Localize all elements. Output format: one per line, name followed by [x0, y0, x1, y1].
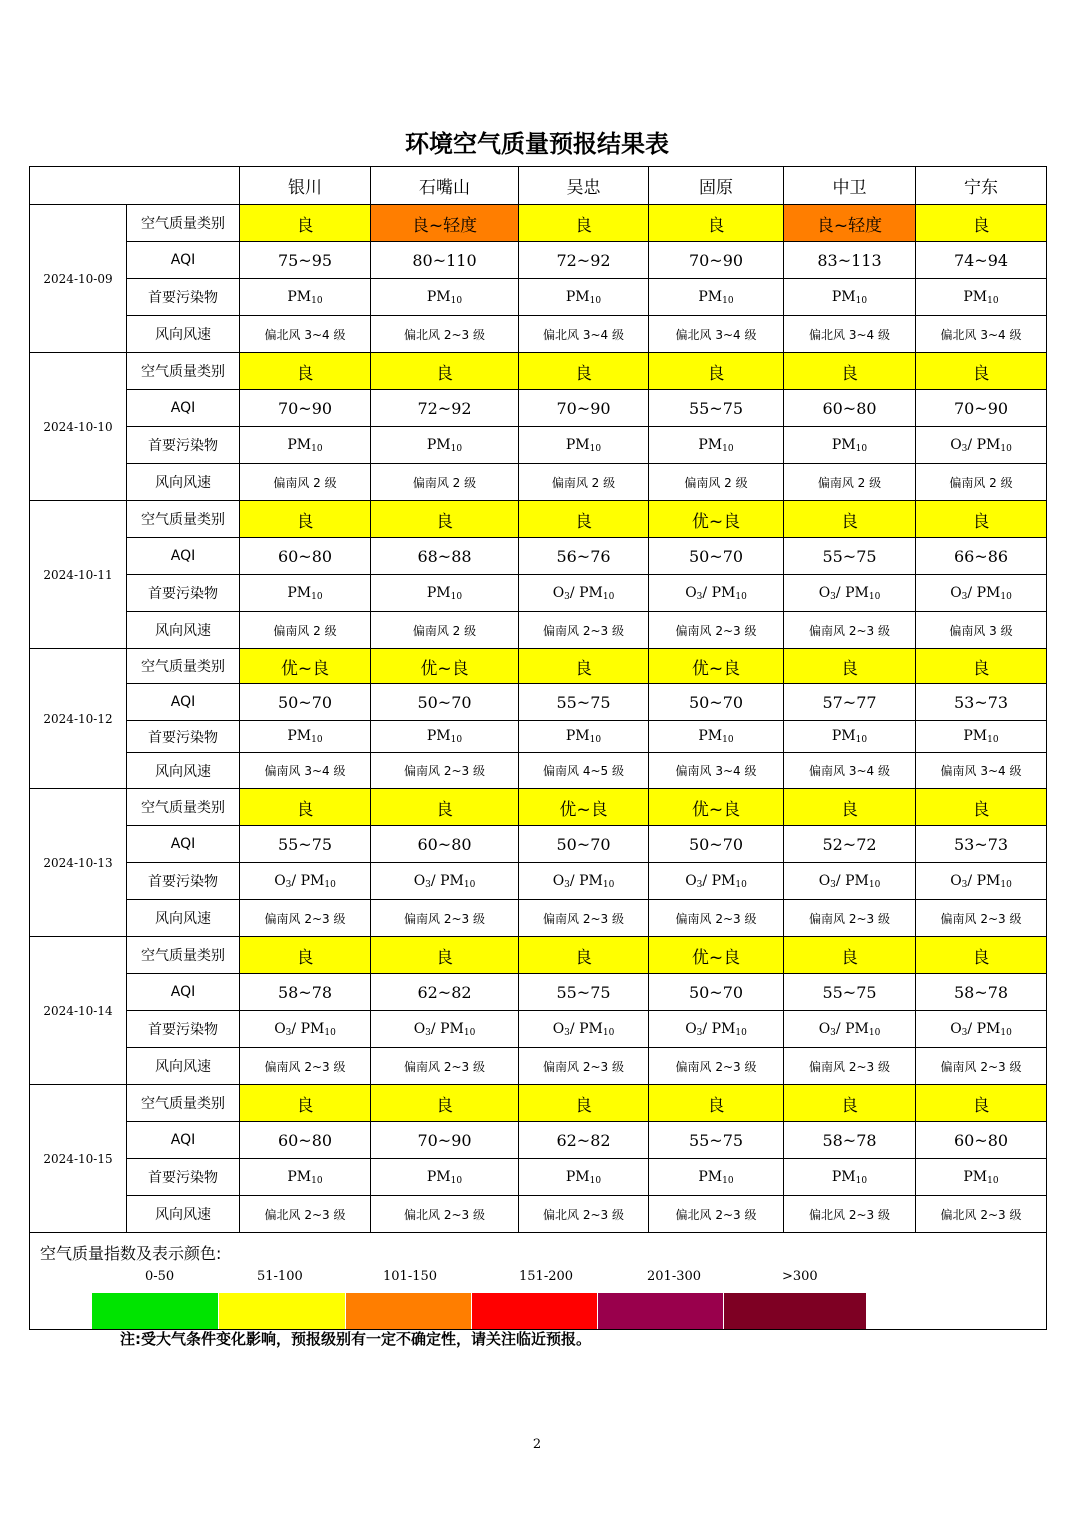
- aq-category-cell: 良: [916, 649, 1047, 684]
- day-row-aqi: [30, 684, 1047, 721]
- aq-category-cell: 良: [916, 937, 1047, 974]
- aqi-range-cell: 72~92: [519, 242, 649, 279]
- day-row-wind: [30, 900, 1047, 937]
- aq-category-cell: 良: [240, 501, 371, 538]
- header-row: [30, 167, 1047, 205]
- aqi-range-cell: 70~90: [519, 390, 649, 427]
- aqi-range-cell: 68~88: [371, 538, 519, 575]
- forecast-date: 2024-10-09: [30, 205, 127, 353]
- pollutant-cell: $PM_{10}$: [649, 279, 784, 316]
- pollutant-cell: $PM_{10}$: [916, 1159, 1047, 1196]
- pollutant-cell: $PM_{10}$: [784, 427, 916, 464]
- day-row-wind: [30, 464, 1047, 501]
- wind-cell: 偏南风 2 级: [519, 464, 649, 501]
- wind-cell: 偏南风 3 级: [916, 612, 1047, 649]
- wind-cell: 偏南风 2 级: [784, 464, 916, 501]
- row-label: 首要污染物: [127, 1159, 240, 1196]
- pollutant-cell: $O_3/$ $PM_{10}$: [916, 1011, 1047, 1048]
- wind-cell: 偏南风 2~3 级: [371, 753, 519, 789]
- legend-range-label: 0-50: [145, 1269, 175, 1284]
- aq-category-cell: 优~良: [240, 649, 371, 684]
- day-row-aqi: [30, 538, 1047, 575]
- wind-cell: 偏北风 3~4 级: [784, 316, 916, 353]
- row-label: 风向风速: [127, 1048, 240, 1085]
- row-label: AQI: [127, 538, 240, 575]
- wind-cell: 偏南风 3~4 级: [916, 753, 1047, 789]
- day-row-wind: [30, 1048, 1047, 1085]
- pollutant-cell: $PM_{10}$: [784, 1159, 916, 1196]
- pollutant-cell: $PM_{10}$: [371, 575, 519, 612]
- aq-category-cell: 良: [784, 353, 916, 390]
- row-label: 风向风速: [127, 464, 240, 501]
- day-row-wind: [30, 316, 1047, 353]
- pollutant-cell: $PM_{10}$: [519, 427, 649, 464]
- city-header: 吴忠: [519, 167, 649, 205]
- aqi-range-cell: 60~80: [240, 1122, 371, 1159]
- pollutant-cell: $PM_{10}$: [240, 575, 371, 612]
- aq-category-cell: 良: [519, 205, 649, 242]
- pollutant-cell: $PM_{10}$: [371, 279, 519, 316]
- day-row-category: [30, 937, 1047, 974]
- wind-cell: 偏南风 2~3 级: [519, 1048, 649, 1085]
- pollutant-cell: $O_3/$ $PM_{10}$: [519, 863, 649, 900]
- row-label: 空气质量类别: [127, 1085, 240, 1122]
- pollutant-cell: $PM_{10}$: [649, 427, 784, 464]
- forecast-date: 2024-10-14: [30, 937, 127, 1085]
- legend-color-swatch: [598, 1293, 723, 1329]
- aq-category-cell: 良: [519, 501, 649, 538]
- city-header: 中卫: [784, 167, 916, 205]
- wind-cell: 偏南风 2~3 级: [371, 1048, 519, 1085]
- legend-range-label: 201-300: [647, 1269, 702, 1284]
- wind-cell: 偏南风 2~3 级: [240, 1048, 371, 1085]
- day-row-category: [30, 501, 1047, 538]
- forecast-date: 2024-10-15: [30, 1085, 127, 1233]
- forecast-date: 2024-10-12: [30, 649, 127, 789]
- row-label: 首要污染物: [127, 427, 240, 464]
- row-label: 风向风速: [127, 753, 240, 789]
- wind-cell: 偏南风 2 级: [649, 464, 784, 501]
- aq-category-cell: 良~轻度: [784, 205, 916, 242]
- day-row-pollutant: [30, 575, 1047, 612]
- page-title: 环境空气质量预报结果表: [405, 130, 669, 158]
- aqi-range-cell: 74~94: [916, 242, 1047, 279]
- pollutant-cell: $PM_{10}$: [784, 721, 916, 753]
- aq-category-cell: 良: [784, 937, 916, 974]
- row-label: 空气质量类别: [127, 649, 240, 684]
- row-label: 空气质量类别: [127, 353, 240, 390]
- wind-cell: 偏北风 3~4 级: [519, 316, 649, 353]
- aqi-range-cell: 80~110: [371, 242, 519, 279]
- pollutant-cell: $O_3/$ $PM_{10}$: [519, 575, 649, 612]
- aq-category-cell: 良: [519, 649, 649, 684]
- wind-cell: 偏南风 2~3 级: [519, 612, 649, 649]
- forecast-date: 2024-10-10: [30, 353, 127, 501]
- aq-category-cell: 优~良: [519, 789, 649, 826]
- pollutant-cell: $O_3/$ $PM_{10}$: [649, 863, 784, 900]
- wind-cell: 偏南风 2~3 级: [649, 1048, 784, 1085]
- legend-range-label: >300: [782, 1269, 818, 1284]
- wind-cell: 偏南风 2~3 级: [649, 612, 784, 649]
- pollutant-cell: $O_3/$ $PM_{10}$: [916, 863, 1047, 900]
- aqi-range-cell: 70~90: [916, 390, 1047, 427]
- aq-category-cell: 良: [916, 1085, 1047, 1122]
- aq-category-cell: 良: [784, 649, 916, 684]
- aqi-range-cell: 60~80: [240, 538, 371, 575]
- pollutant-cell: $PM_{10}$: [240, 427, 371, 464]
- legend-color-swatch: [346, 1293, 471, 1329]
- day-row-aqi: [30, 974, 1047, 1011]
- row-label: 空气质量类别: [127, 205, 240, 242]
- aqi-range-cell: 83~113: [784, 242, 916, 279]
- aq-category-cell: 良: [240, 353, 371, 390]
- aqi-range-cell: 70~90: [371, 1122, 519, 1159]
- row-label: 首要污染物: [127, 279, 240, 316]
- wind-cell: 偏南风 2~3 级: [784, 1048, 916, 1085]
- day-row-pollutant: [30, 279, 1047, 316]
- city-header: 石嘴山: [371, 167, 519, 205]
- pollutant-cell: $PM_{10}$: [371, 427, 519, 464]
- row-label: AQI: [127, 974, 240, 1011]
- day-row-aqi: [30, 1122, 1047, 1159]
- pollutant-cell: $O_3/$ $PM_{10}$: [371, 1011, 519, 1048]
- legend-range-label: 151-200: [519, 1269, 574, 1284]
- day-row-pollutant: [30, 721, 1047, 753]
- pollutant-cell: $PM_{10}$: [784, 279, 916, 316]
- aqi-range-cell: 72~92: [371, 390, 519, 427]
- day-row-aqi: [30, 390, 1047, 427]
- aq-category-cell: 优~良: [649, 789, 784, 826]
- day-row-pollutant: [30, 1011, 1047, 1048]
- pollutant-cell: $O_3/$ $PM_{10}$: [649, 1011, 784, 1048]
- day-row-category: [30, 1085, 1047, 1122]
- row-label: AQI: [127, 826, 240, 863]
- row-label: AQI: [127, 684, 240, 721]
- legend-color-swatch: [724, 1293, 866, 1329]
- day-row-wind: [30, 612, 1047, 649]
- day-row-category: [30, 789, 1047, 826]
- legend-color-swatch: [92, 1293, 218, 1329]
- aq-category-cell: 良: [649, 1085, 784, 1122]
- legend-range-label: 101-150: [383, 1269, 438, 1284]
- wind-cell: 偏南风 2~3 级: [649, 900, 784, 937]
- pollutant-cell: $PM_{10}$: [240, 279, 371, 316]
- aq-category-cell: 良: [916, 353, 1047, 390]
- wind-cell: 偏南风 2~3 级: [519, 900, 649, 937]
- wind-cell: 偏南风 3~4 级: [240, 753, 371, 789]
- pollutant-cell: $PM_{10}$: [240, 721, 371, 753]
- wind-cell: 偏北风 2~3 级: [519, 1196, 649, 1233]
- row-label: 首要污染物: [127, 721, 240, 753]
- pollutant-cell: $O_3/$ $PM_{10}$: [916, 575, 1047, 612]
- forecast-date: 2024-10-13: [30, 789, 127, 937]
- pollutant-cell: $PM_{10}$: [371, 721, 519, 753]
- wind-cell: 偏南风 3~4 级: [784, 753, 916, 789]
- aqi-range-cell: 55~75: [519, 684, 649, 721]
- legend-color-swatch: [472, 1293, 597, 1329]
- day-row-wind: [30, 1196, 1047, 1233]
- pollutant-cell: $O_3/$ $PM_{10}$: [371, 863, 519, 900]
- day-row-aqi: [30, 826, 1047, 863]
- aq-category-cell: 良: [784, 1085, 916, 1122]
- aq-category-cell: 良: [371, 789, 519, 826]
- aq-category-cell: 优~良: [649, 937, 784, 974]
- aq-category-cell: 良: [649, 205, 784, 242]
- wind-cell: 偏北风 2~3 级: [784, 1196, 916, 1233]
- row-label: 风向风速: [127, 316, 240, 353]
- aqi-range-cell: 56~76: [519, 538, 649, 575]
- wind-cell: 偏北风 2~3 级: [649, 1196, 784, 1233]
- aq-category-cell: 良: [916, 205, 1047, 242]
- row-label: 首要污染物: [127, 1011, 240, 1048]
- wind-cell: 偏北风 2~3 级: [240, 1196, 371, 1233]
- forecast-date: 2024-10-11: [30, 501, 127, 649]
- day-row-category: [30, 205, 1047, 242]
- wind-cell: 偏北风 2~3 级: [916, 1196, 1047, 1233]
- aqi-color-legend: [30, 1233, 1047, 1330]
- wind-cell: 偏北风 2~3 级: [371, 316, 519, 353]
- pollutant-cell: $PM_{10}$: [649, 721, 784, 753]
- day-row-aqi: [30, 242, 1047, 279]
- pollutant-cell: $PM_{10}$: [519, 1159, 649, 1196]
- row-label: AQI: [127, 1122, 240, 1159]
- city-header: 银川: [240, 167, 371, 205]
- day-row-pollutant: [30, 863, 1047, 900]
- aq-category-cell: 良: [240, 205, 371, 242]
- forecast-table: [29, 166, 1047, 1330]
- aq-category-cell: 良: [371, 353, 519, 390]
- pollutant-cell: $O_3/$ $PM_{10}$: [649, 575, 784, 612]
- aq-category-cell: 良: [240, 937, 371, 974]
- aqi-range-cell: 57~77: [784, 684, 916, 721]
- aq-category-cell: 优~良: [649, 501, 784, 538]
- aqi-range-cell: 55~75: [784, 974, 916, 1011]
- wind-cell: 偏南风 2 级: [240, 464, 371, 501]
- wind-cell: 偏南风 2 级: [240, 612, 371, 649]
- aqi-range-cell: 50~70: [649, 974, 784, 1011]
- aq-category-cell: 良: [371, 937, 519, 974]
- pollutant-cell: $PM_{10}$: [519, 721, 649, 753]
- aqi-range-cell: 62~82: [371, 974, 519, 1011]
- aqi-range-cell: 66~86: [916, 538, 1047, 575]
- legend-row: [30, 1233, 1047, 1330]
- aq-category-cell: 良: [519, 937, 649, 974]
- aqi-range-cell: 75~95: [240, 242, 371, 279]
- row-label: 风向风速: [127, 900, 240, 937]
- aqi-range-cell: 60~80: [916, 1122, 1047, 1159]
- pollutant-cell: $PM_{10}$: [371, 1159, 519, 1196]
- aq-category-cell: 良: [784, 501, 916, 538]
- pollutant-cell: $O_3/$ $PM_{10}$: [240, 1011, 371, 1048]
- aq-category-cell: 良: [519, 1085, 649, 1122]
- pollutant-cell: $PM_{10}$: [916, 721, 1047, 753]
- aqi-range-cell: 55~75: [519, 974, 649, 1011]
- aqi-range-cell: 50~70: [649, 684, 784, 721]
- aqi-range-cell: 50~70: [649, 538, 784, 575]
- aqi-range-cell: 50~70: [371, 684, 519, 721]
- header-corner: [30, 167, 240, 205]
- aq-category-cell: 良: [371, 501, 519, 538]
- aq-category-cell: 良: [240, 1085, 371, 1122]
- pollutant-cell: $O_3/$ $PM_{10}$: [784, 575, 916, 612]
- wind-cell: 偏南风 2~3 级: [784, 900, 916, 937]
- wind-cell: 偏北风 3~4 级: [240, 316, 371, 353]
- aq-category-cell: 优~良: [649, 649, 784, 684]
- aqi-range-cell: 55~75: [649, 390, 784, 427]
- pollutant-cell: $O_3/$ $PM_{10}$: [916, 427, 1047, 464]
- aqi-range-cell: 62~82: [519, 1122, 649, 1159]
- aqi-range-cell: 60~80: [371, 826, 519, 863]
- aqi-range-cell: 58~78: [916, 974, 1047, 1011]
- aqi-range-cell: 52~72: [784, 826, 916, 863]
- aq-category-cell: 良: [916, 789, 1047, 826]
- aqi-range-cell: 55~75: [240, 826, 371, 863]
- wind-cell: 偏南风 2 级: [916, 464, 1047, 501]
- city-header: 宁东: [916, 167, 1047, 205]
- pollutant-cell: $PM_{10}$: [519, 279, 649, 316]
- day-row-category: [30, 649, 1047, 684]
- wind-cell: 偏南风 2~3 级: [240, 900, 371, 937]
- row-label: 空气质量类别: [127, 789, 240, 826]
- legend-color-swatch: [219, 1293, 345, 1329]
- row-label: 空气质量类别: [127, 501, 240, 538]
- aqi-range-cell: 58~78: [240, 974, 371, 1011]
- day-row-pollutant: [30, 1159, 1047, 1196]
- aq-category-cell: 良~轻度: [371, 205, 519, 242]
- row-label: 首要污染物: [127, 863, 240, 900]
- wind-cell: 偏南风 4~5 级: [519, 753, 649, 789]
- aq-category-cell: 良: [649, 353, 784, 390]
- pollutant-cell: $O_3/$ $PM_{10}$: [784, 863, 916, 900]
- legend-range-label: 51-100: [257, 1269, 303, 1284]
- day-row-pollutant: [30, 427, 1047, 464]
- aq-category-cell: 优~良: [371, 649, 519, 684]
- row-label: 风向风速: [127, 612, 240, 649]
- aqi-range-cell: 58~78: [784, 1122, 916, 1159]
- wind-cell: 偏南风 3~4 级: [649, 753, 784, 789]
- row-label: AQI: [127, 390, 240, 427]
- aq-category-cell: 良: [916, 501, 1047, 538]
- wind-cell: 偏北风 3~4 级: [649, 316, 784, 353]
- pollutant-cell: $PM_{10}$: [240, 1159, 371, 1196]
- wind-cell: 偏南风 2 级: [371, 612, 519, 649]
- wind-cell: 偏南风 2~3 级: [784, 612, 916, 649]
- wind-cell: 偏南风 2~3 级: [916, 1048, 1047, 1085]
- pollutant-cell: $PM_{10}$: [916, 279, 1047, 316]
- aqi-range-cell: 53~73: [916, 826, 1047, 863]
- wind-cell: 偏北风 3~4 级: [916, 316, 1047, 353]
- aq-category-cell: 良: [371, 1085, 519, 1122]
- city-header: 固原: [649, 167, 784, 205]
- forecast-table-body: [30, 167, 1047, 1330]
- aq-category-cell: 良: [240, 789, 371, 826]
- aqi-range-cell: 53~73: [916, 684, 1047, 721]
- aqi-range-cell: 55~75: [649, 1122, 784, 1159]
- pollutant-cell: $O_3/$ $PM_{10}$: [240, 863, 371, 900]
- day-row-wind: [30, 753, 1047, 789]
- aqi-range-cell: 50~70: [240, 684, 371, 721]
- wind-cell: 偏南风 2~3 级: [916, 900, 1047, 937]
- wind-cell: 偏北风 2~3 级: [371, 1196, 519, 1233]
- aqi-range-cell: 50~70: [519, 826, 649, 863]
- row-label: AQI: [127, 242, 240, 279]
- row-label: 空气质量类别: [127, 937, 240, 974]
- row-label: 风向风速: [127, 1196, 240, 1233]
- forecast-note: 注:受大气条件变化影响，预报级别有一定不确定性，请关注临近预报。: [120, 1330, 592, 1348]
- aq-category-cell: 良: [784, 789, 916, 826]
- pollutant-cell: $O_3/$ $PM_{10}$: [784, 1011, 916, 1048]
- aqi-range-cell: 70~90: [240, 390, 371, 427]
- wind-cell: 偏南风 2~3 级: [371, 900, 519, 937]
- pollutant-cell: $PM_{10}$: [649, 1159, 784, 1196]
- pollutant-cell: $O_3/$ $PM_{10}$: [519, 1011, 649, 1048]
- legend-title: 空气质量指数及表示颜色:: [40, 1244, 222, 1263]
- aqi-range-cell: 60~80: [784, 390, 916, 427]
- aqi-range-cell: 70~90: [649, 242, 784, 279]
- aqi-range-cell: 50~70: [649, 826, 784, 863]
- row-label: 首要污染物: [127, 575, 240, 612]
- wind-cell: 偏南风 2 级: [371, 464, 519, 501]
- page-number: 2: [532, 1437, 542, 1452]
- aqi-range-cell: 55~75: [784, 538, 916, 575]
- aq-category-cell: 良: [519, 353, 649, 390]
- day-row-category: [30, 353, 1047, 390]
